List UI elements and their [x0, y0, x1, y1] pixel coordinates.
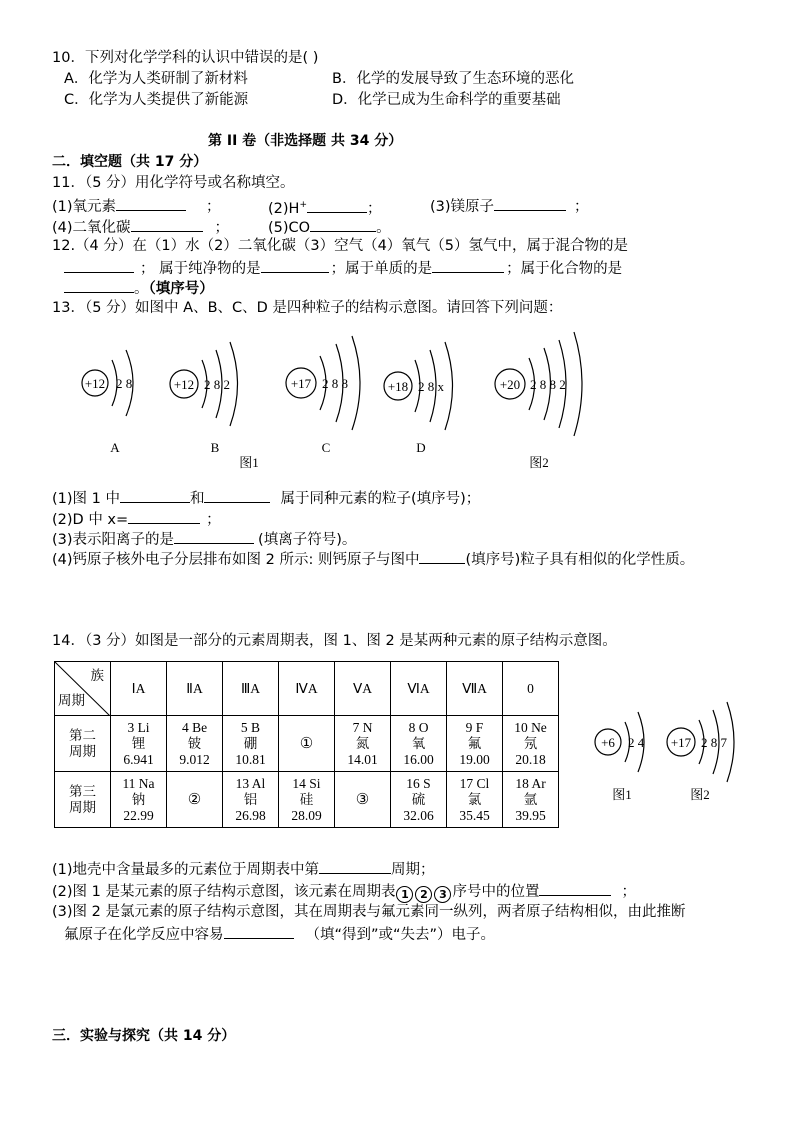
- q14-blank-3[interactable]: [224, 923, 294, 939]
- q11-line1: [52, 195, 221, 217]
- q14-fig2-shells: 2 8 7: [701, 735, 727, 750]
- q13-structure-diagrams: [60, 330, 600, 480]
- q11-p2-sup: +: [299, 200, 307, 210]
- q11-sep1: ；: [206, 199, 221, 215]
- group-header: 0: [503, 662, 559, 716]
- element-cell-marker: ①: [279, 716, 335, 772]
- element-cell: 4 Be 铍 9.012: [167, 716, 223, 772]
- section3-title: 三．实验与探究（共 14 分）: [52, 1028, 236, 1044]
- q13-a-shells: 2 8: [116, 376, 133, 391]
- q13-stem: 13．（5 分）如图中 A、B、C、D 是四种粒子的结构示意图。请回答下列问题：: [52, 300, 563, 316]
- q14-fig1-label: 图1: [612, 787, 632, 802]
- q11-p5: (5)CO: [268, 220, 311, 236]
- q14-p3: (3)图 2 是氯元素的原子结构示意图，其在周期表与氟元素同一纵列，两者原子结构相似，由此推断: [52, 904, 686, 920]
- q14-fig1-shells: 2 4: [628, 735, 645, 750]
- q13-p1: [52, 487, 480, 509]
- q13-fig1-label: 图1: [239, 455, 259, 470]
- q13-blank-2[interactable]: [128, 508, 200, 524]
- q13-p2-label: (2)D 中 x=: [52, 512, 129, 528]
- table-row-period3: [55, 772, 559, 828]
- q13-label-a: A: [110, 440, 120, 455]
- q10-option-d: D．化学已成为生命科学的重要基础: [332, 92, 561, 108]
- element-cell-marker: ②: [167, 772, 223, 828]
- q13-p3: [52, 528, 356, 550]
- q13-a-nucleus: +12: [84, 376, 106, 391]
- q12-compound-label: ；属于化合物的是: [506, 261, 623, 277]
- q12-single-label: ；属于单质的是: [330, 261, 433, 277]
- q14-p1: [52, 858, 435, 880]
- q13-p3-b: (填离子符号)。: [258, 532, 357, 548]
- group-header: ⅢA: [223, 662, 279, 716]
- q13-p4: [52, 548, 694, 570]
- q13-d-shells: 2 8 x: [418, 379, 444, 394]
- q13-p2: [52, 508, 221, 530]
- q13-b-nucleus: +12: [173, 377, 195, 392]
- q14-fig1-nucleus: +6: [601, 735, 615, 750]
- q13-label-b: B: [210, 440, 220, 455]
- period-label: 第三 周期: [55, 772, 111, 828]
- q13-blank-4[interactable]: [419, 548, 465, 564]
- circled-number-1: 1: [396, 886, 413, 903]
- q11-blank3[interactable]: [494, 195, 566, 211]
- element-cell: 3 Li 锂 6.941: [111, 716, 167, 772]
- q13-blank-3[interactable]: [174, 528, 254, 544]
- q14-blank-2[interactable]: [539, 880, 611, 896]
- q13-c-nucleus: +17: [290, 376, 312, 391]
- q11-p2: (2)H: [268, 201, 300, 217]
- element-cell: 10 Ne 氖 20.18: [503, 716, 559, 772]
- fill-section-title: 二．填空题（共 17 分）: [52, 154, 208, 170]
- corner-period-label: 周期: [58, 693, 85, 708]
- element-cell-marker: ③: [335, 772, 391, 828]
- q13-p4-b: (填序号)粒子具有相似的化学性质。: [465, 552, 695, 568]
- q13-p1-b: 和: [189, 491, 205, 507]
- q11-p3: (3)镁原子: [430, 199, 495, 215]
- q13-blank-1b[interactable]: [204, 487, 270, 503]
- q14-p1-b: 周期；: [391, 862, 435, 878]
- q10-option-b: B．化学的发展导致了生态环境的恶化: [332, 71, 574, 87]
- q13-ca-shells: 2 8 8 2: [530, 377, 566, 392]
- q12-note: （填序号）: [148, 281, 214, 297]
- q11-line2: [52, 216, 229, 238]
- q11-line1c: [430, 195, 589, 217]
- element-cell: 16 S 硫 32.06: [391, 772, 447, 828]
- q14-fig2-label: 图2: [690, 787, 710, 802]
- q14-p3-c: （填“得到”或“失去”）电子。: [305, 927, 496, 943]
- q13-p1-a: (1)图 1 中: [52, 491, 120, 507]
- q12-pure-label: ； 属于纯净物的是: [140, 261, 261, 277]
- q13-label-c: C: [321, 440, 331, 455]
- q11-blank4[interactable]: [131, 216, 203, 232]
- circled-number-2: 2: [415, 886, 432, 903]
- q14-p2-b: 序号中的位置: [452, 884, 540, 900]
- q11-blank1[interactable]: [116, 195, 186, 211]
- q14-p1-a: (1)地壳中含量最多的元素位于周期表中第: [52, 862, 320, 878]
- group-header: ⅠA: [111, 662, 167, 716]
- element-cell: 9 F 氟 19.00: [447, 716, 503, 772]
- period-label: 第二 周期: [55, 716, 111, 772]
- q11-line2b: [268, 216, 391, 238]
- q11-stem: 11．（5 分）用化学符号或名称填空。: [52, 175, 295, 191]
- q13-p3-a: (3)表示阳离子的是: [52, 532, 175, 548]
- q14-structure-diagrams: [588, 700, 748, 810]
- q10-option-a: A．化学为人类研制了新材料: [64, 71, 248, 87]
- q12-stem: 12.（4 分）在（1）水（2）二氧化碳（3）空气（4）氧气（5）氢气中，属于混合物的是: [52, 238, 629, 254]
- q14-p2-c: ；: [621, 884, 636, 900]
- q14-p2-a: (2)图 1 是某元素的原子结构示意图，该元素在周期表: [52, 884, 396, 900]
- q11-sep3: ；: [574, 199, 589, 215]
- element-cell: 17 Cl 氯 35.45: [447, 772, 503, 828]
- q14-p3-b: 氟原子在化学反应中容易: [64, 927, 224, 943]
- q12-blank-single[interactable]: [432, 257, 504, 273]
- q14-p2: [52, 880, 636, 903]
- q11-end: 。: [376, 220, 391, 236]
- q13-c-shells: 2 8 8: [322, 376, 348, 391]
- q13-blank-1a[interactable]: [120, 487, 190, 503]
- q12-blank-pure[interactable]: [261, 257, 329, 273]
- element-cell: 8 O 氧 16.00: [391, 716, 447, 772]
- element-cell: 14 Si 硅 28.09: [279, 772, 335, 828]
- q13-p1-c: 属于同种元素的粒子(填序号)；: [280, 491, 481, 507]
- element-cell: 7 N 氮 14.01: [335, 716, 391, 772]
- circled-number-3: 3: [434, 886, 451, 903]
- group-header: ⅤA: [335, 662, 391, 716]
- q12-line2: [64, 257, 622, 279]
- q11-p4: (4)二氧化碳: [52, 220, 131, 236]
- element-cell: 18 Ar 氩 39.95: [503, 772, 559, 828]
- section2-title: 第 II 卷（非选择题 共 34 分）: [208, 133, 403, 149]
- group-header: ⅥA: [391, 662, 447, 716]
- q10-option-c: C．化学为人类提供了新能源: [64, 92, 249, 108]
- q11-p1: (1)氧元素: [52, 199, 117, 215]
- q13-d-nucleus: +18: [387, 379, 409, 394]
- q14-fig2-nucleus: +17: [670, 735, 692, 750]
- q13-ca-nucleus: +20: [499, 377, 521, 392]
- q12-end: 。: [134, 281, 149, 297]
- group-header: ⅦA: [447, 662, 503, 716]
- q11-blank2[interactable]: [307, 197, 367, 213]
- table-corner-cell: [55, 662, 111, 716]
- q12-blank-compound[interactable]: [64, 277, 134, 293]
- element-cell: 13 Al 铝 26.98: [223, 772, 279, 828]
- group-header: ⅣA: [279, 662, 335, 716]
- element-cell: 5 B 硼 10.81: [223, 716, 279, 772]
- table-row-period2: [55, 716, 559, 772]
- q13-fig2-label: 图2: [529, 455, 549, 470]
- q14-blank-1[interactable]: [319, 858, 391, 874]
- q10-stem: 10．下列对化学学科的认识中错误的是( ): [52, 50, 319, 66]
- q13-p2-end: ；: [206, 512, 221, 528]
- q14-stem: 14．（3 分）如图是一部分的元素周期表，图 1、图 2 是某两种元素的原子结构示意图。: [52, 633, 617, 649]
- group-header: ⅡA: [167, 662, 223, 716]
- corner-group-label: 族: [90, 668, 104, 683]
- q13-label-d: D: [416, 440, 426, 455]
- q13-p4-a: (4)钙原子核外电子分层排布如图 2 所示: 则钙原子与图中: [52, 552, 420, 568]
- q14-p3-line2: [64, 923, 495, 945]
- element-cell: 11 Na 钠 22.99: [111, 772, 167, 828]
- q12-line3: [64, 277, 214, 299]
- q12-blank-mixture[interactable]: [64, 257, 134, 273]
- periodic-table: [54, 661, 559, 828]
- q11-sep2: ；: [367, 201, 382, 217]
- q11-sep4: ；: [214, 220, 230, 236]
- q11-blank5[interactable]: [310, 216, 376, 232]
- q13-b-shells: 2 8 2: [204, 377, 230, 392]
